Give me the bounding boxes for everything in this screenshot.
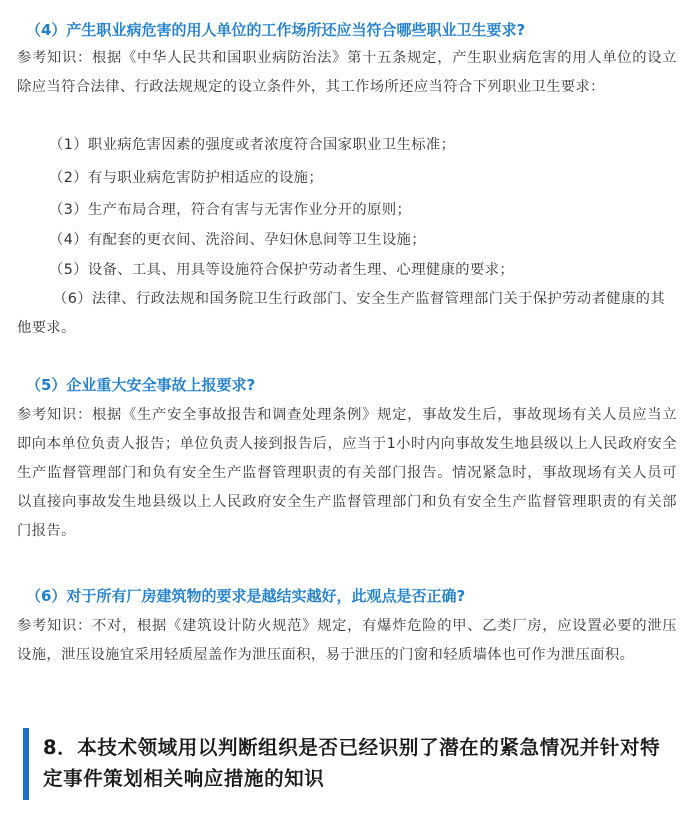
requirement-item-6: （6）法律、行政法规和国务院卫生行政部门、安全生产监督管理部门关于保护劳动者健康的其他要求。 (17, 291, 666, 336)
question-5-body: 参考知识：根据《生产安全事故报告和调查处理条例》规定，事故发生后，事故现场有关人员应当立即向本单位负责人报告；单位负责人接到报告后，应当于1小时内向事故发生地县级以上人民政府安全生产监督管理部门和负有安全生产监督管理职责的有关部门报告。情况紧急时，事故现场有关人员可以直接向事故发生地县级以上人民政府安全生产监督管理部门和负有安全生产监督管理职责的有关部门报告。 (17, 407, 677, 539)
question-6-title: （6）对于所有厂房建筑物的要求是越结实越好，此观点是否正确? (26, 587, 466, 605)
question-4-intro: 参考知识：根据《中华人民共和国职业病防治法》第十五条规定，产生职业病危害的用人单位的设立除应当符合法律、行政法规规定的设立条件外，其工作场所还应当符合下列职业卫生要求： (17, 50, 677, 95)
question-5-title: （5）企业重大安全事故上报要求? (26, 376, 256, 394)
requirement-item-5: （5）设备、工具、用具等设施符合保护劳动者生理、心理健康的要求； (49, 262, 515, 278)
requirement-item-4: （4）有配套的更衣间、洗浴间、孕妇休息间等卫生设施； (49, 232, 426, 248)
requirement-item-2: （2）有与职业病危害防护相适应的设施； (49, 170, 324, 186)
section-8-heading: 8．本技术领域用以判断组织是否已经识别了潜在的紧急情况并针对特定事件策划相关响应措施的知识 (43, 736, 661, 790)
question-6-body: 参考知识：不对，根据《建筑设计防火规范》规定，有爆炸危险的甲、乙类厂房，应设置必要的泄压设施，泄压设施宜采用轻质屋盖作为泄压面积，易于泄压的门窗和轻质墙体也可作为泄压面积。 (17, 618, 677, 663)
requirement-item-3: （3）生产布局合理，符合有害与无害作业分开的原则； (49, 202, 412, 218)
section-8-heading-block (23, 728, 677, 800)
requirement-item-1: （1）职业病危害因素的强度或者浓度符合国家职业卫生标准； (49, 137, 456, 153)
question-4-title: （4）产生职业病危害的用人单位的工作场所还应当符合哪些职业卫生要求? (26, 21, 526, 39)
